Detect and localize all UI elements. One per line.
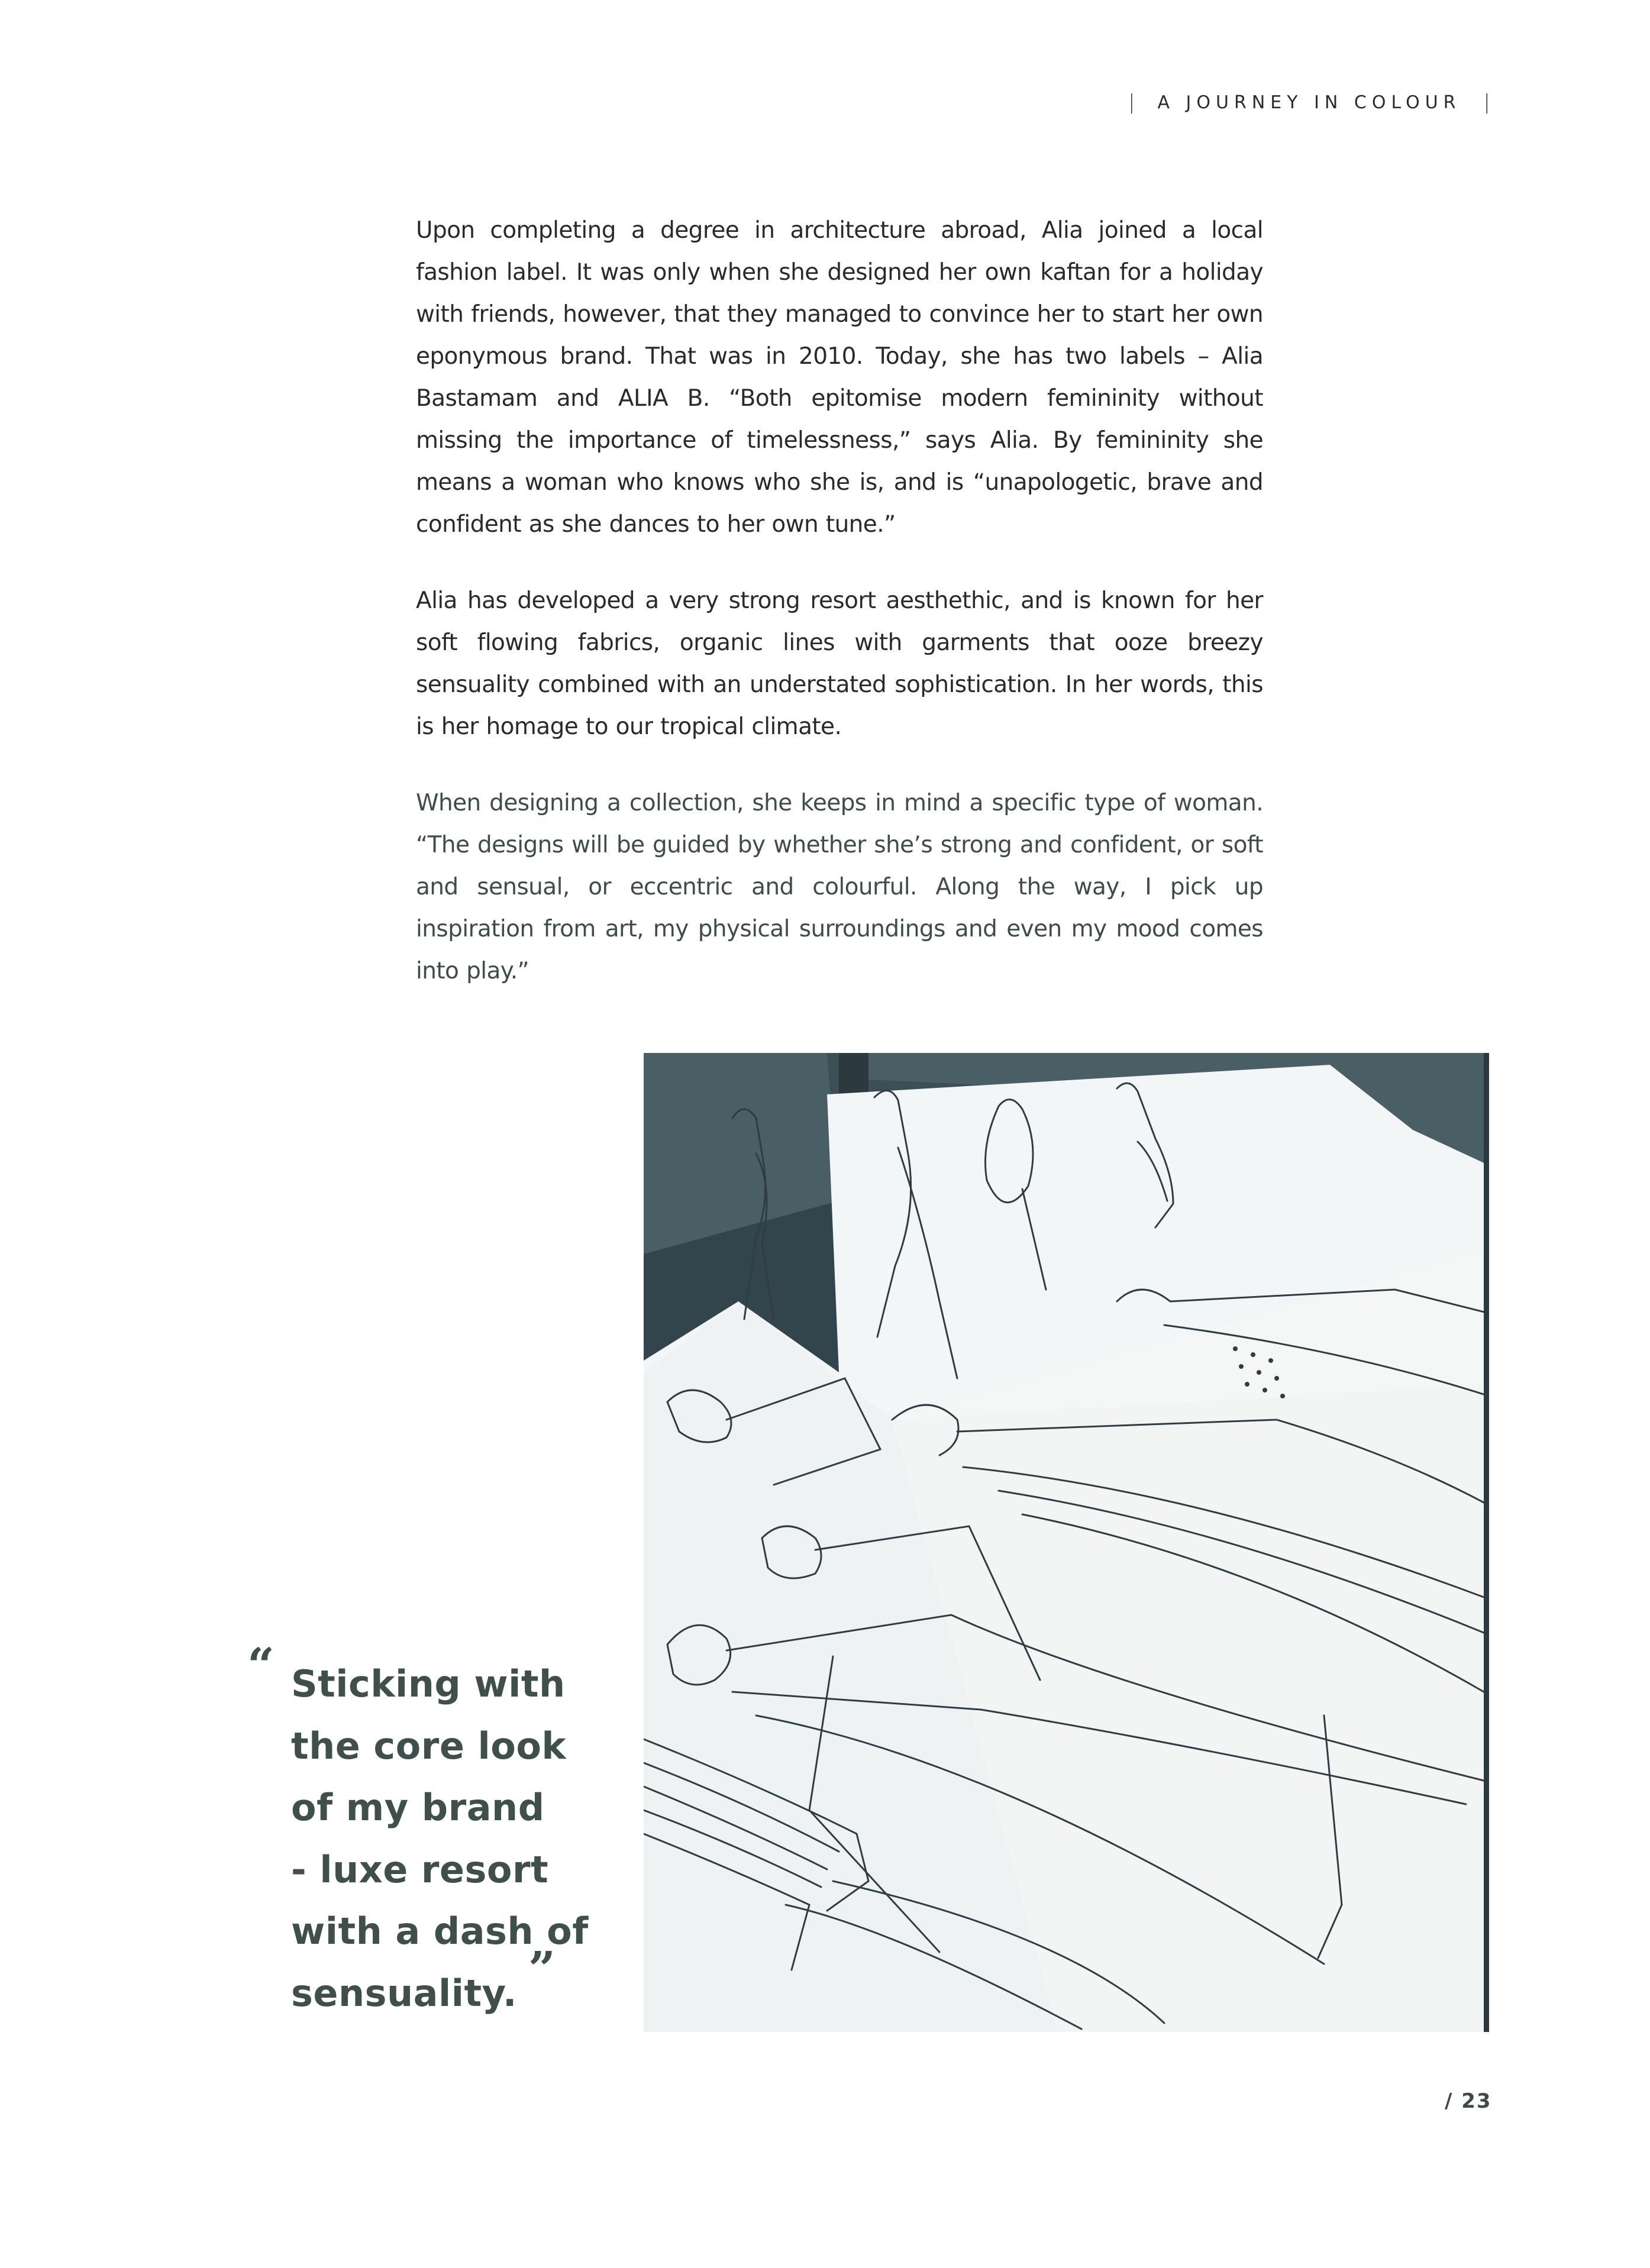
section-title: A JOURNEY IN COLOUR [1157,92,1461,113]
close-quote-icon: ” [528,1941,556,1996]
running-header [1128,88,1490,117]
photo-image-icon [644,1053,1489,2032]
pull-quote-line: - luxe resort [291,1847,549,1891]
header-divider-left: | [1128,91,1135,114]
pull-quote-text [291,1653,622,2024]
pull-quote-line: the core look [291,1724,567,1768]
pull-quote-line: sensuality. [291,1971,517,2015]
header-divider-right: | [1483,91,1490,114]
paragraph-design-process: When designing a collection, she keeps in mind a specific type of woman. “The designs will be guided by whether she’s strong and confident, or soft and sensual, or eccentric and colourful. Along the way, I pick up inspiration from art, my physical surroundings and even my mood comes into play.” [416,790,1263,984]
pull-quote-line: of my brand [291,1786,545,1829]
article-body [416,209,1263,1026]
page-number: / 23 [1445,2089,1492,2113]
paragraph-education-and-brand: Upon completing a degree in architecture abroad, Alia joined a local fashion label. It was only when she designed her own kaftan for a holiday with friends, however, that they managed to convince her to start her own eponymous brand. That was in 2010. Today, she has two labels – Alia Bastamam and ALIA B. “Both epitomise modern femininity without missing the importance of timelessness,” says Alia. By femininity she means a woman who knows who she is, and is “unapologetic, brave and confident as she dances to her own tune.” [416,217,1263,538]
pull-quote-line: Sticking with [291,1662,566,1705]
paragraph-resort-aesthetic: Alia has developed a very strong resort aesthethic, and is known for her soft flowing fabrics, organic lines with garments that ooze breezy sensuality combined with an understated sophistication. In her words, this is her homage to our tropical climate. [416,587,1263,740]
pull-quote-line: with a dash of [291,1910,589,1953]
fashion-sketches-photo [644,1053,1489,2032]
open-quote-icon: “ [247,1637,275,1693]
